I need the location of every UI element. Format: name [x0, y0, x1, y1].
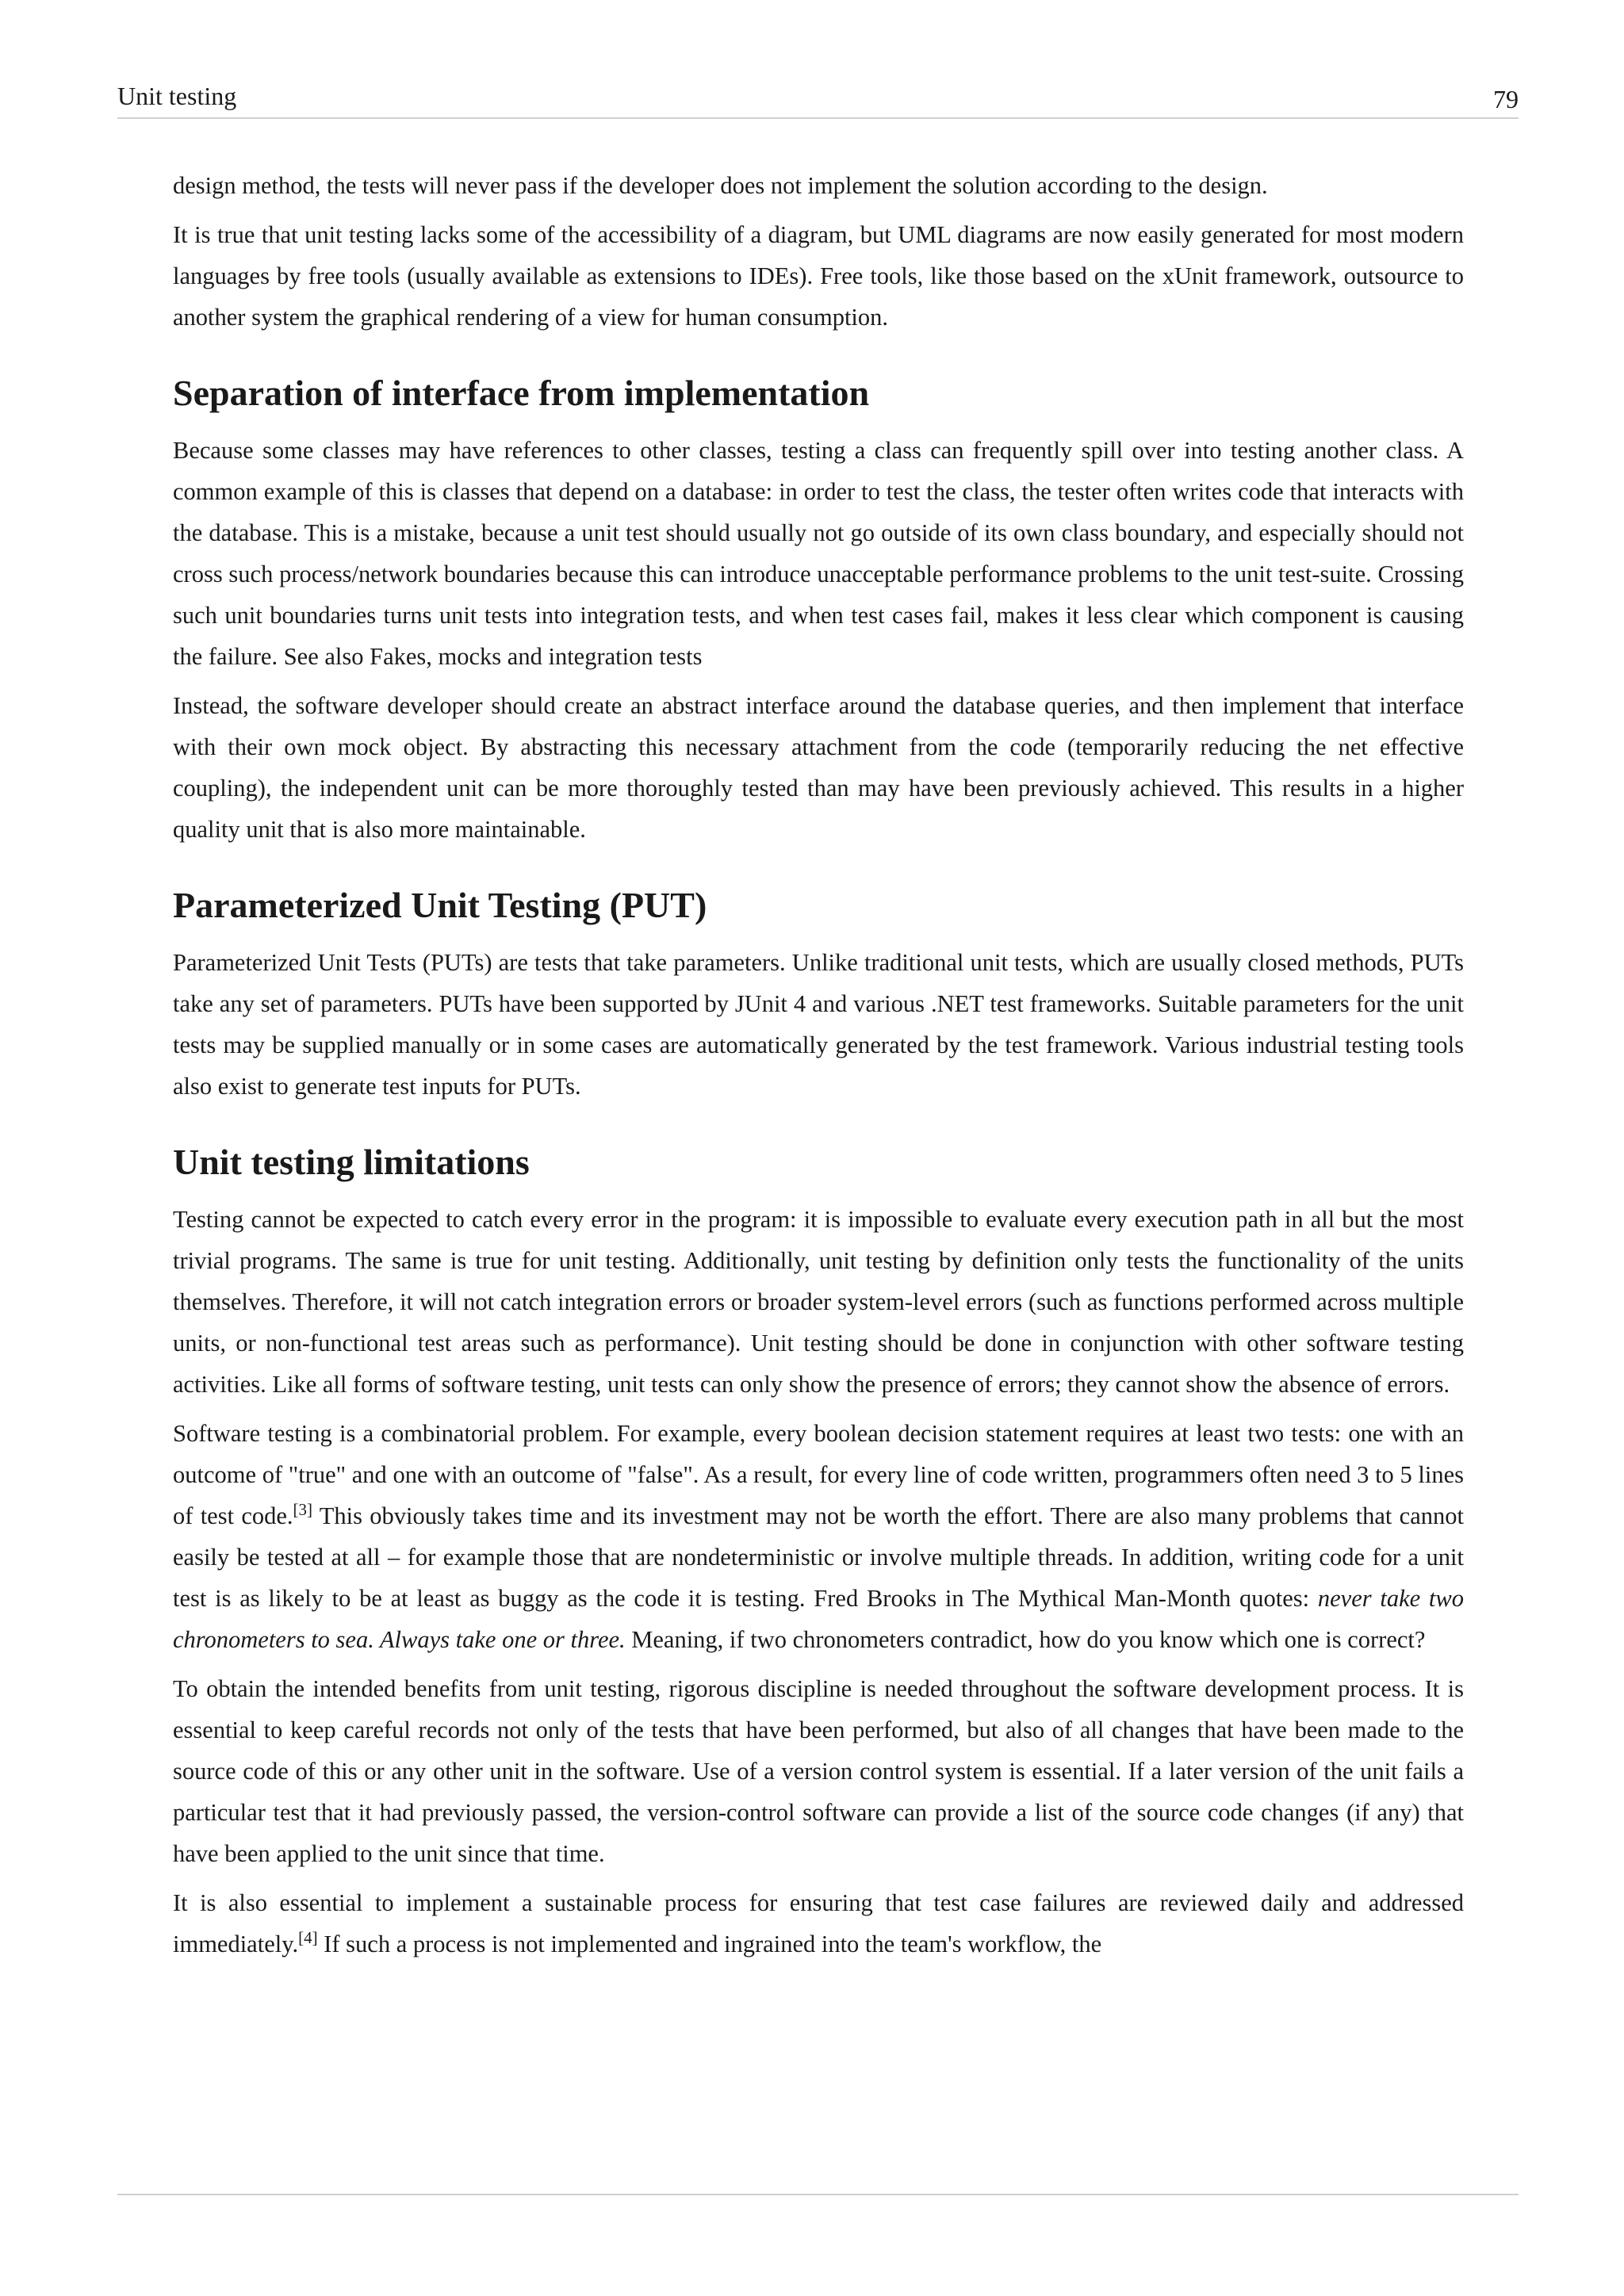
footer-divider: [117, 2194, 1519, 2195]
paragraph-parameterized-tests: Parameterized Unit Tests (PUTs) are tests that take parameters. Unlike traditional unit tests, which are usually closed methods, PUTs take any set of parameters. PUTs have been supported by JUnit 4 and various .NET test frameworks. Suitable parameters for the unit tests may be supplied manually or in some cases are automatically generated by the test framework. Various industrial testing tools also exist to generate test inputs for PUTs.: [173, 949, 1464, 1100]
paragraph-cannot-catch-every-error: Testing cannot be expected to catch every error in the program: it is impossible to evaluate every execution path in all but the most trivial programs. The same is true for unit testing. Additionally, unit testing by definition only tests the functionality of the units themselves. Therefore, it will not catch integration errors or broader system-level errors (such as functions performed across multiple units, or non-functional test areas such as performance). Unit testing should be done in conjunction with other software testing activities. Like all forms of software testing, unit tests can only show the presence of errors; they cannot show the absence of errors.: [173, 1206, 1464, 1398]
paragraph-design-method: design method, the tests will never pass if the developer does not implement the solution according to the design.: [173, 172, 1268, 199]
combinatorial-text-b: This obviously takes time and its investment may not be worth the effort. There are also many problems that cannot easily be tested at all – for example those that are nondeterministic or involve multiple threads. In addition, writing code for a unit test is as likely to be at least as buggy as the code it is testing. Fred Brooks in The Mythical Man-Month quotes:: [173, 1502, 1464, 1612]
running-header: [117, 78, 1519, 119]
paragraph-class-dependencies: Because some classes may have references to other classes, testing a class can frequently spill over into testing another class. A common example of this is classes that depend on a database: in order to test the class, the tester often writes code that interacts with the database. This is a mistake, because a unit test should usually not go outside of its own class boundary, and especially should not cross such process/network boundaries because this can introduce unacceptable performance problems to the unit test-suite. Crossing such unit boundaries turns unit tests into integration tests, and when test cases fail, makes it less clear which component is causing the failure. See also Fakes, mocks and integration tests: [173, 437, 1464, 670]
heading-separation-of-interface: Separation of interface from implementation: [173, 373, 870, 413]
paragraph-abstract-interface: Instead, the software developer should create an abstract interface around the database queries, and then implement that interface with their own mock object. By abstracting this necessary attachment from the code (temporarily reducing the net effective coupling), the independent unit can be more thoroughly tested than may have been previously achieved. This results in a higher quality unit that is also more maintainable.: [173, 692, 1464, 843]
sustainable-text-a: It is also essential to implement a sustainable process for ensuring that test case failures are reviewed daily and addressed immediately.: [173, 1889, 1464, 1957]
chronometer-quote: never take two chronometers to sea. Always take one or three.: [173, 1585, 1464, 1653]
paragraph-combinatorial-problem: [173, 1413, 1464, 1660]
paragraph-uml-diagrams: It is true that unit testing lacks some of the accessibility of a diagram, but UML diagrams are now easily generated for most modern languages by free tools (usually available as extensions to IDEs). Free tools, like those based on the xUnit framework, outsource to another system the graphical rendering of a view for human consumption.: [173, 221, 1464, 331]
article-body: [173, 165, 1464, 1973]
page-number: 79: [1493, 85, 1519, 113]
sustainable-text-b: If such a process is not implemented and ingrained into the team's workflow, the: [317, 1931, 1102, 1957]
paragraph-sustainable-process: [173, 1882, 1464, 1965]
reference-4-link[interactable]: [4]: [298, 1927, 318, 1947]
reference-3-link[interactable]: [3]: [293, 1499, 313, 1519]
heading-unit-testing-limitations: Unit testing limitations: [173, 1142, 530, 1182]
paragraph-rigorous-discipline: To obtain the intended benefits from unit testing, rigorous discipline is needed throughout the software development process. It is essential to keep careful records not only of the tests that have been performed, but also of all changes that have been made to the source code of this or any other unit in the software. Use of a version control system is essential. If a later version of the unit fails a particular test that it had previously passed, the version-control software can provide a list of the source code changes (if any) that have been applied to the unit since that time.: [173, 1675, 1464, 1867]
combinatorial-text-a: Software testing is a combinatorial problem. For example, every boolean decision statement requires at least two tests: one with an outcome of "true" and one with an outcome of "false". As a result, for every line of code written, programmers often need 3 to 5 lines of test code.: [173, 1420, 1464, 1529]
combinatorial-text-c: Meaning, if two chronometers contradict, how do you know which one is correct?: [625, 1626, 1426, 1653]
running-title: Unit testing: [117, 82, 237, 110]
heading-parameterized-unit-testing: Parameterized Unit Testing (PUT): [173, 885, 707, 925]
